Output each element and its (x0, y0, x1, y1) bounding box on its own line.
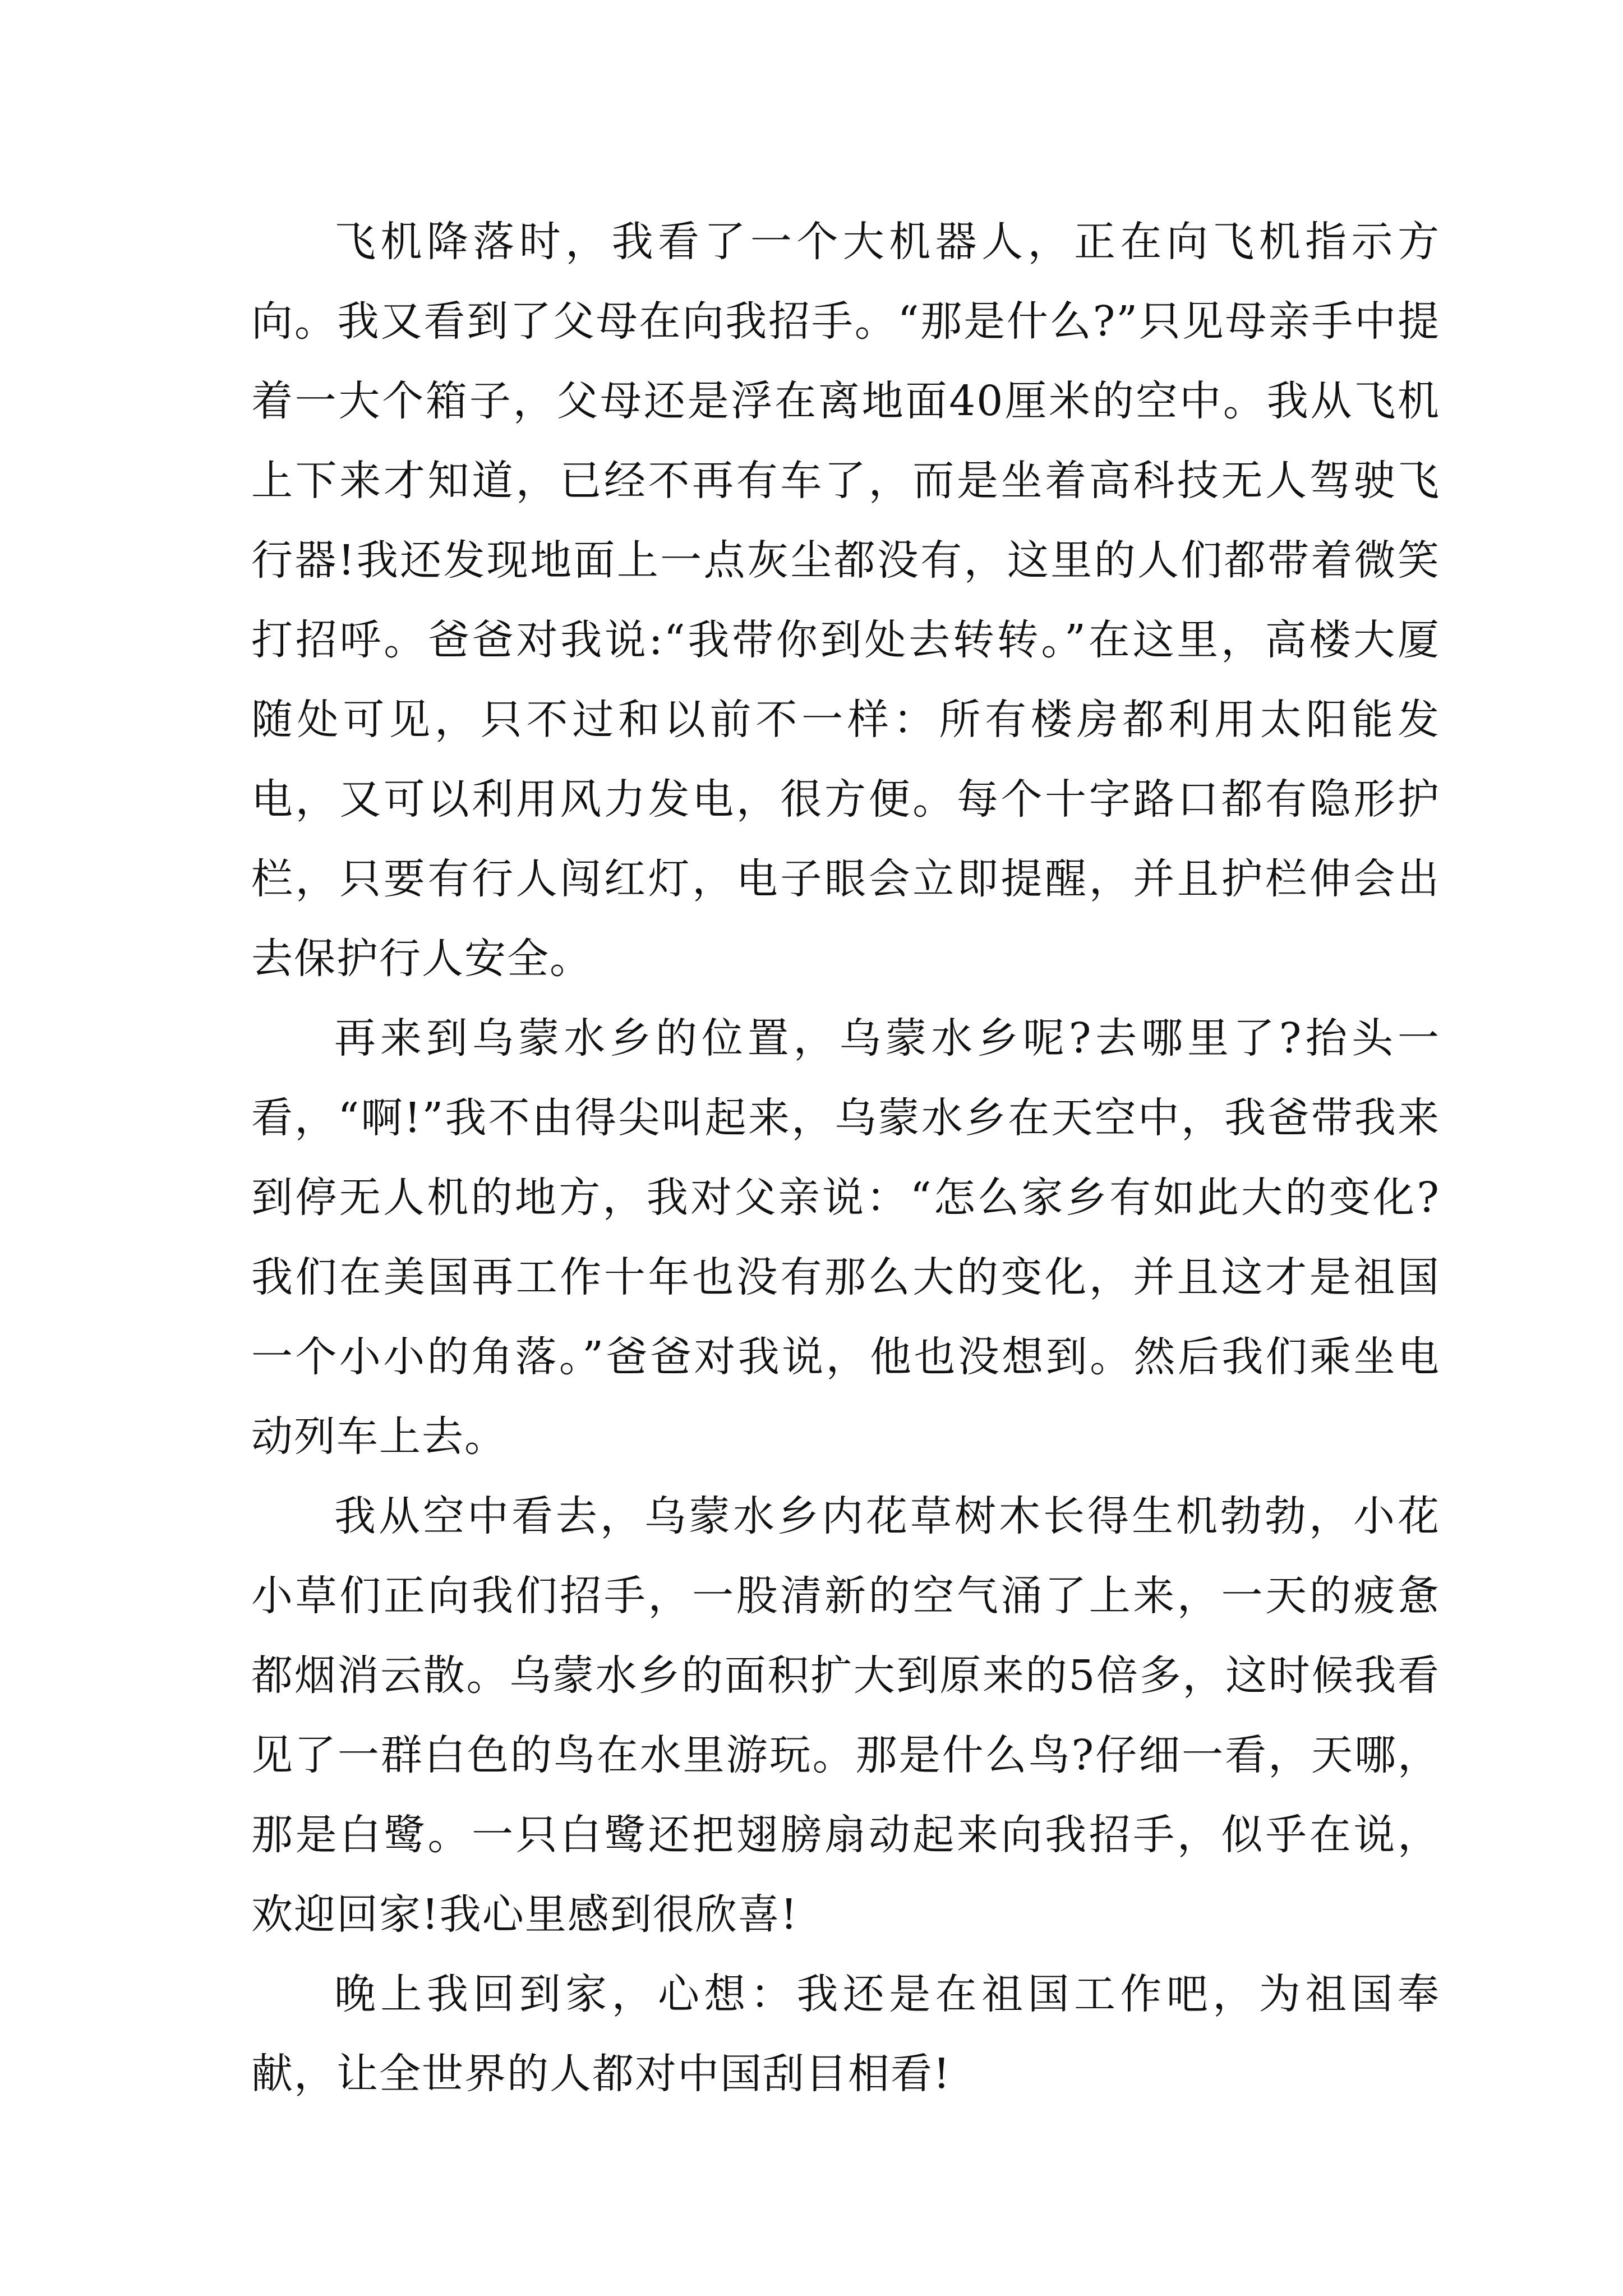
paragraph-3: 我从空中看去，乌蒙水乡内花草树木长得生机勃勃，小花小草们正向我们招手，一股清新的空气涌了上来，一天的疲惫都烟消云散。乌蒙水乡的面积扩大到原来的5倍多，这时候我看见了一群白色的鸟在水里游玩。那是什么鸟?仔细一看，天哪，那是白鹭。一只白鹭还把翅膀扇动起来向我招手，似乎在说，欢迎回家!我心里感到很欣喜! (251, 1492, 1440, 1939)
paragraph-2: 再来到乌蒙水乡的位置，乌蒙水乡呢?去哪里了?抬头一看，“啊!”我不由得尖叫起来，乌蒙水乡在天空中，我爸带我来到停无人机的地方，我对父亲说：“怎么家乡有如此大的变化?我们在美国再工作十年也没有那么大的变化，并且这才是祖国一个小小的角落。”爸爸对我说，他也没想到。然后我们乘坐电动列车上去。 (251, 1014, 1440, 1461)
paragraph-4: 晚上我回到家，心想：我还是在祖国工作吧，为祖国奉献，让全世界的人都对中国刮目相看! (251, 1970, 1440, 2098)
document-body (251, 202, 1440, 2114)
paragraph-1: 飞机降落时，我看了一个大机器人，正在向飞机指示方向。我又看到了父母在向我招手。“那是什么?”只见母亲手中提着一大个箱子，父母还是浮在离地面40厘米的空中。我从飞机上下来才知道，已经不再有车了，而是坐着高科技无人驾驶飞行器!我还发现地面上一点灰尘都没有，这里的人们都带着微笑打招呼。爸爸对我说:“我带你到处去转转。”在这里，高楼大厦随处可见，只不过和以前不一样：所有楼房都利用太阳能发电，又可以利用风力发电，很方便。每个十字路口都有隐形护栏，只要有行人闯红灯，电子眼会立即提醒，并且护栏伸会出去保护行人安全。 (251, 218, 1440, 983)
